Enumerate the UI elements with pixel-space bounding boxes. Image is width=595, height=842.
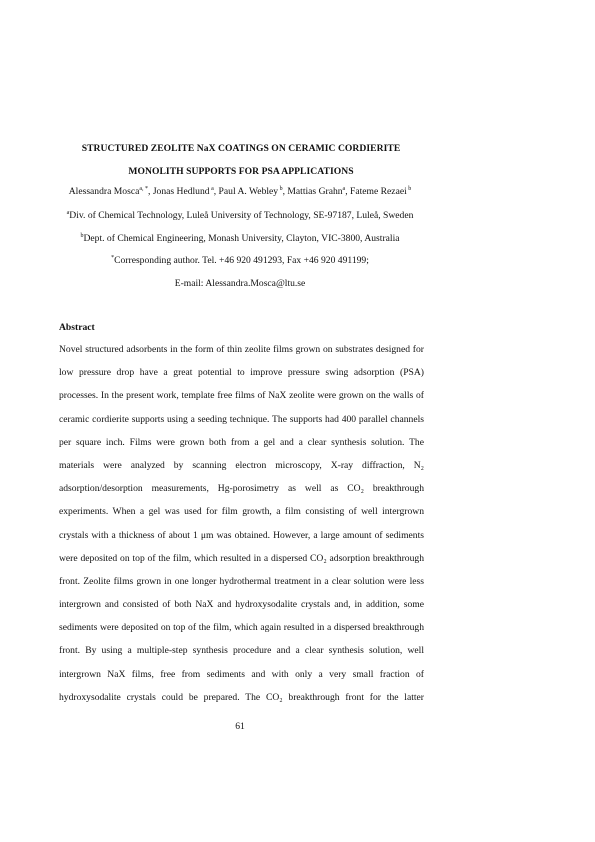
author-separator: , bbox=[282, 186, 288, 197]
page-number: 61 bbox=[235, 721, 245, 732]
abstract-line: crystals with a thickness of about 1 μm was obtained. However, a large amount of sediments bbox=[59, 529, 424, 541]
author-name: Jonas Hedlund bbox=[152, 186, 210, 197]
author-name: Mattias Grahn bbox=[287, 186, 343, 197]
affiliation-a bbox=[40, 210, 440, 221]
author-affiliation-mark: b bbox=[278, 186, 283, 192]
corresponding-text: Corresponding author. Tel. +46 920 491293, Fax +46 920 491199; bbox=[114, 255, 369, 266]
paper-title-line-1: STRUCTURED ZEOLITE NaX COATINGS ON CERAMIC CORDIERITE bbox=[81, 143, 401, 154]
abstract-line: per square inch. Films were grown both from a gel and a clear synthesis solution. The bbox=[59, 436, 424, 448]
author-affiliation-mark: a bbox=[209, 186, 214, 192]
author-affiliation-mark: a bbox=[342, 186, 346, 192]
abstract-line: front. By using a multiple-step synthesis procedure and a clear synthesis solution, well bbox=[59, 645, 424, 657]
abstract-line: experiments. When a gel was used for film growth, a film consisting of well intergrown bbox=[59, 506, 424, 518]
abstract-line: hydroxysodalite crystals could be prepared. The CO₂ breakthrough front for the latter bbox=[59, 691, 424, 703]
affiliation-mark: b bbox=[80, 233, 84, 239]
affiliation-mark: a bbox=[66, 210, 70, 216]
abstract-line: adsorption/desorption measurements, Hg-porosimetry as well as CO₂ breakthrough bbox=[59, 483, 424, 495]
abstract-line: intergrown NaX films, free from sediments and with only a very small fraction of bbox=[59, 668, 424, 680]
corresponding-author bbox=[40, 255, 440, 266]
affiliation-text: Dept. of Chemical Engineering, Monash University, Clayton, VIC-3800, Australia bbox=[83, 233, 400, 244]
abstract-line: Novel structured adsorbents in the form of thin zeolite films grown on substrates designed for bbox=[59, 344, 424, 355]
affiliation-b bbox=[40, 233, 440, 244]
author-name: Fateme Rezaei bbox=[350, 186, 407, 197]
affiliation-text: Div. of Chemical Technology, Luleå University of Technology, SE-97187, Luleå, Sweden bbox=[69, 210, 414, 221]
abstract-line: sediments were deposited on top of the film, which again resulted in a dispersed breakthrough bbox=[59, 622, 424, 634]
email-line: E-mail: Alessandra.Mosca@ltu.se bbox=[174, 278, 306, 289]
author-separator: , bbox=[148, 186, 153, 197]
author-affiliation-mark: b bbox=[406, 186, 412, 192]
abstract-line: intergrown and consisted of both NaX and hydroxysodalite crystals and, in addition, some bbox=[59, 599, 424, 611]
abstract-body bbox=[59, 338, 424, 709]
abstract-heading: Abstract bbox=[59, 322, 95, 333]
abstract-line: processes. In the present work, template free films of NaX zeolite were grown on the walls of bbox=[59, 390, 424, 402]
abstract-line: materials were analyzed by scanning electron microscopy, X-ray diffraction, N₂ bbox=[59, 459, 424, 471]
abstract-line: front. Zeolite films grown in one longer hydrothermal treatment in a clear solution were less bbox=[59, 575, 424, 587]
author-name: Paul A. Webley bbox=[218, 186, 279, 197]
author-separator: , bbox=[345, 186, 351, 197]
paper-title-line-2: MONOLITH SUPPORTS FOR PSA APPLICATIONS bbox=[128, 166, 354, 177]
author-list bbox=[40, 186, 440, 197]
author-name: Alessandra Mosca bbox=[68, 186, 140, 197]
abstract-line: ceramic cordierite supports using a seeding technique. The supports had 400 parallel channels bbox=[59, 413, 424, 425]
author-affiliation-mark: a, * bbox=[139, 186, 149, 192]
author-separator: , bbox=[213, 186, 219, 197]
corresponding-mark: * bbox=[111, 255, 115, 261]
abstract-line: low pressure drop have a great potential to improve pressure swing adsorption (PSA) bbox=[59, 367, 424, 379]
abstract-line: were deposited on top of the film, which resulted in a dispersed CO₂ adsorption breakthrough bbox=[59, 552, 424, 564]
